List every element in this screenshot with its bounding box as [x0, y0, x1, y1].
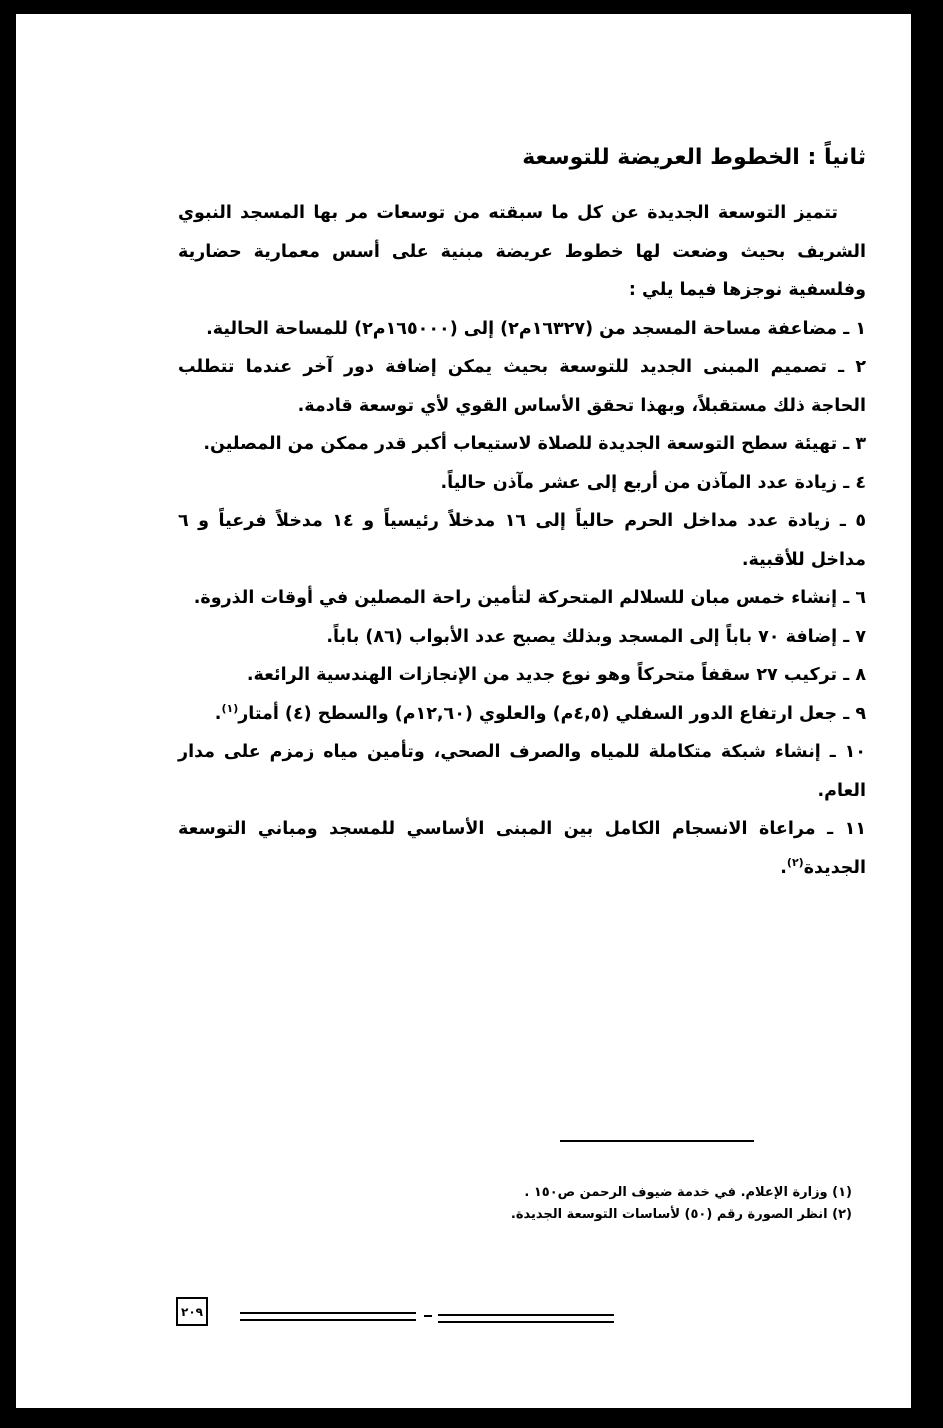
item-text: تصميم المبنى الجديد للتوسعة بحيث يمكن إضافة دور آخر عندما تتطلب الحاجة ذلك مستقبلاً، وبهذا تحقق الأساس القوي لأي توسعة قادمة.: [178, 357, 866, 416]
item-text: تهيئة سطح التوسعة الجديدة للصلاة لاستيعاب أكبر قدر ممكن من المصلين.: [203, 434, 838, 454]
scan-border-right: [911, 12, 943, 1428]
list-item: [178, 618, 866, 657]
footnote-ref: (٢): [786, 855, 804, 869]
item-text: جعل ارتفاع الدور السفلي (٤,٥م) والعلوي (١٢,٦٠م) والسطح (٤) أمتار: [238, 703, 838, 724]
item-number: ٤ ـ: [843, 472, 866, 493]
footer-rule-right: [438, 1314, 614, 1323]
footer-rule-left: [240, 1312, 416, 1321]
item-end: .: [780, 857, 787, 878]
footnote-separator: [560, 1140, 754, 1142]
page-number: [176, 1297, 208, 1326]
item-text: إنشاء خمس مبان للسلالم المتحركة لتأمين راحة المصلين في أوقات الذروة.: [193, 588, 838, 608]
item-number: ٨ ـ: [843, 665, 866, 685]
list-item: [178, 579, 866, 618]
item-end: .: [214, 703, 222, 724]
page-number-text: ٢٠٩: [181, 1304, 203, 1319]
item-text: مراعاة الانسجام الكامل بين المبنى الأساسي للمسجد ومباني التوسعة الجديدة: [178, 819, 866, 878]
scan-border-bottom: [0, 1408, 943, 1428]
intro-paragraph: تتميز التوسعة الجديدة عن كل ما سبقته من توسعات مر بها المسجد النبوي الشريف بحيث وضعت لها خطوط عريضة مبنية على أسس معمارية حضارية وفلسفية نوجزها فيما يلي :: [178, 203, 866, 300]
footer-dash: [424, 1315, 432, 1317]
item-text: زيادة عدد مداخل الحرم حالياً إلى ١٦ مدخلاً رئيسياً و ١٤ مدخلاً فرعياً و ٦ مداخل للأقبية.: [178, 511, 866, 570]
item-number: ٧ ـ: [843, 626, 866, 647]
list-item: [178, 348, 866, 425]
footnote-1: (١) وزارة الإعلام. في خدمة ضيوف الرحمن ص١٥٠ .: [524, 1185, 852, 1200]
footnote-2: (٢) انظر الصورة رقم (٥٠) لأساسات التوسعة الجديدة.: [510, 1207, 852, 1222]
section-title: ثانياً : الخطوط العريضة للتوسعة: [522, 145, 866, 170]
item-text: مضاعفة مساحة المسجد من (١٦٣٢٧م٢) إلى (١٦٥٠٠٠م٢) للمساحة الحالية.: [206, 318, 838, 339]
list-item: [178, 425, 866, 464]
scan-border-left: [0, 0, 16, 1428]
item-number: ٢ ـ: [838, 357, 866, 377]
item-number: ٥ ـ: [839, 511, 866, 531]
item-number: ٦ ـ: [843, 588, 866, 608]
list-item: [178, 502, 866, 579]
page-body: [178, 140, 866, 887]
list-item: [178, 464, 866, 503]
list-item: [178, 310, 866, 349]
item-text: تركيب ٢٧ سقفاً متحركاً وهو نوع جديد من الإنجازات الهندسية الرائعة.: [246, 665, 838, 685]
list-item: [178, 810, 866, 887]
list-item: [178, 656, 866, 695]
item-number: ١ ـ: [843, 318, 866, 339]
list-item: [178, 733, 866, 810]
item-number: ١٠ ـ: [829, 742, 866, 762]
item-text: زيادة عدد المآذن من أربع إلى عشر مآذن حالياً.: [440, 472, 838, 493]
footnote-ref: (١): [221, 701, 239, 715]
footnotes: [440, 1182, 852, 1226]
item-text: إضافة ٧٠ باباً إلى المسجد وبذلك يصبح عدد الأبواب (٨٦) باباً.: [326, 626, 838, 647]
item-text: إنشاء شبكة متكاملة للمياه والصرف الصحي، وتأمين مياه زمزم على مدار العام.: [178, 742, 866, 801]
item-number: ٩ ـ: [843, 703, 866, 724]
list-item: [178, 695, 866, 734]
item-number: ١١ ـ: [827, 819, 867, 839]
item-number: ٣ ـ: [843, 434, 866, 454]
scan-border-top: [16, 0, 943, 12]
